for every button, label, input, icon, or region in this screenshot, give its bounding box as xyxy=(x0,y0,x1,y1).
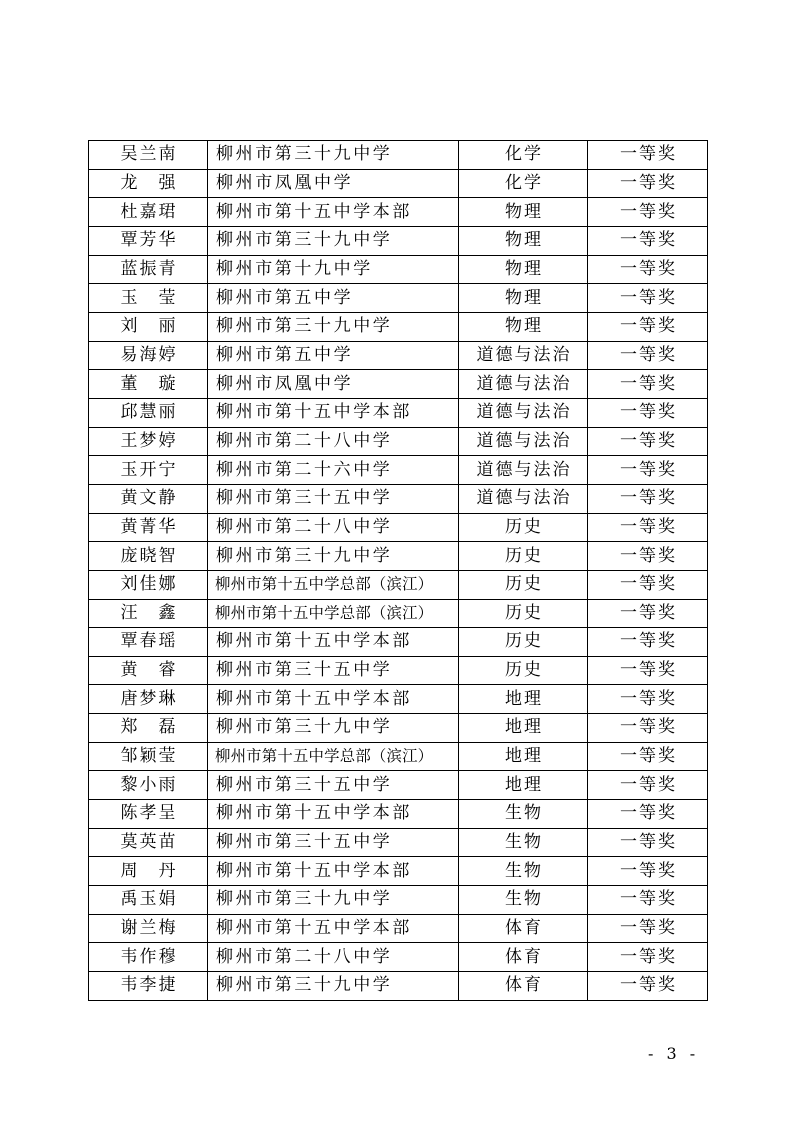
table-row xyxy=(89,542,708,571)
award-cell: 一等奖 xyxy=(588,427,708,456)
table-row xyxy=(89,456,708,485)
school-cell: 柳州市第十五中学总部（滨江） xyxy=(208,742,459,771)
subject-cell: 历史 xyxy=(459,513,588,542)
table-row xyxy=(89,370,708,399)
name-cell: 邹颖莹 xyxy=(89,742,208,771)
school-cell: 柳州市第二十八中学 xyxy=(208,943,459,972)
award-cell: 一等奖 xyxy=(588,599,708,628)
award-cell: 一等奖 xyxy=(588,656,708,685)
subject-cell: 生物 xyxy=(459,886,588,915)
name-cell: 覃芳华 xyxy=(89,226,208,255)
table-row xyxy=(89,513,708,542)
subject-cell: 生物 xyxy=(459,857,588,886)
table-row xyxy=(89,599,708,628)
school-cell: 柳州市第三十五中学 xyxy=(208,656,459,685)
school-cell: 柳州市凤凰中学 xyxy=(208,169,459,198)
table-row xyxy=(89,943,708,972)
subject-cell: 物理 xyxy=(459,284,588,313)
award-cell: 一等奖 xyxy=(588,742,708,771)
subject-cell: 历史 xyxy=(459,628,588,657)
table-row xyxy=(89,312,708,341)
award-cell: 一等奖 xyxy=(588,685,708,714)
name-cell: 唐梦琳 xyxy=(89,685,208,714)
subject-cell: 物理 xyxy=(459,312,588,341)
award-table xyxy=(88,140,708,1001)
subject-cell: 体育 xyxy=(459,914,588,943)
table-row xyxy=(89,800,708,829)
table-row xyxy=(89,255,708,284)
school-cell: 柳州市第三十九中学 xyxy=(208,542,459,571)
table-row xyxy=(89,972,708,1001)
table-row xyxy=(89,484,708,513)
name-cell: 杜嘉珺 xyxy=(89,198,208,227)
subject-cell: 物理 xyxy=(459,226,588,255)
school-cell: 柳州市第二十六中学 xyxy=(208,456,459,485)
page-number: - 3 - xyxy=(648,1044,700,1063)
table-row xyxy=(89,714,708,743)
school-cell: 柳州市第三十九中学 xyxy=(208,226,459,255)
name-cell: 覃春瑶 xyxy=(89,628,208,657)
subject-cell: 体育 xyxy=(459,972,588,1001)
school-cell: 柳州市第五中学 xyxy=(208,341,459,370)
award-cell: 一等奖 xyxy=(588,341,708,370)
table-row xyxy=(89,914,708,943)
subject-cell: 道德与法治 xyxy=(459,398,588,427)
table-row xyxy=(89,284,708,313)
school-cell: 柳州市第二十八中学 xyxy=(208,513,459,542)
table-row xyxy=(89,141,708,170)
award-cell: 一等奖 xyxy=(588,169,708,198)
table-row xyxy=(89,198,708,227)
subject-cell: 物理 xyxy=(459,255,588,284)
name-cell: 谢兰梅 xyxy=(89,914,208,943)
award-cell: 一等奖 xyxy=(588,714,708,743)
award-cell: 一等奖 xyxy=(588,972,708,1001)
award-cell: 一等奖 xyxy=(588,828,708,857)
name-cell: 汪 鑫 xyxy=(89,599,208,628)
table-row xyxy=(89,685,708,714)
award-cell: 一等奖 xyxy=(588,570,708,599)
subject-cell: 地理 xyxy=(459,714,588,743)
school-cell: 柳州市第三十九中学 xyxy=(208,886,459,915)
school-cell: 柳州市第三十五中学 xyxy=(208,828,459,857)
subject-cell: 道德与法治 xyxy=(459,456,588,485)
table-row xyxy=(89,628,708,657)
subject-cell: 道德与法治 xyxy=(459,427,588,456)
name-cell: 玉开宁 xyxy=(89,456,208,485)
school-cell: 柳州市第三十五中学 xyxy=(208,484,459,513)
award-cell: 一等奖 xyxy=(588,857,708,886)
subject-cell: 地理 xyxy=(459,742,588,771)
name-cell: 韦李捷 xyxy=(89,972,208,1001)
subject-cell: 道德与法治 xyxy=(459,370,588,399)
name-cell: 刘佳娜 xyxy=(89,570,208,599)
subject-cell: 生物 xyxy=(459,828,588,857)
name-cell: 刘 丽 xyxy=(89,312,208,341)
subject-cell: 历史 xyxy=(459,656,588,685)
name-cell: 易海婷 xyxy=(89,341,208,370)
school-cell: 柳州市第十五中学本部 xyxy=(208,685,459,714)
award-cell: 一等奖 xyxy=(588,312,708,341)
subject-cell: 历史 xyxy=(459,542,588,571)
award-cell: 一等奖 xyxy=(588,456,708,485)
award-cell: 一等奖 xyxy=(588,398,708,427)
name-cell: 周 丹 xyxy=(89,857,208,886)
award-cell: 一等奖 xyxy=(588,943,708,972)
name-cell: 蓝振青 xyxy=(89,255,208,284)
award-cell: 一等奖 xyxy=(588,484,708,513)
award-cell: 一等奖 xyxy=(588,255,708,284)
award-cell: 一等奖 xyxy=(588,771,708,800)
award-cell: 一等奖 xyxy=(588,141,708,170)
subject-cell: 地理 xyxy=(459,771,588,800)
school-cell: 柳州市第二十八中学 xyxy=(208,427,459,456)
subject-cell: 体育 xyxy=(459,943,588,972)
subject-cell: 化学 xyxy=(459,169,588,198)
award-cell: 一等奖 xyxy=(588,370,708,399)
subject-cell: 物理 xyxy=(459,198,588,227)
award-cell: 一等奖 xyxy=(588,542,708,571)
name-cell: 陈孝呈 xyxy=(89,800,208,829)
award-cell: 一等奖 xyxy=(588,226,708,255)
school-cell: 柳州市第三十九中学 xyxy=(208,312,459,341)
subject-cell: 生物 xyxy=(459,800,588,829)
subject-cell: 道德与法治 xyxy=(459,484,588,513)
name-cell: 韦作穆 xyxy=(89,943,208,972)
name-cell: 莫英苗 xyxy=(89,828,208,857)
school-cell: 柳州市第十五中学总部（滨江） xyxy=(208,599,459,628)
name-cell: 玉 莹 xyxy=(89,284,208,313)
name-cell: 庞晓智 xyxy=(89,542,208,571)
name-cell: 郑 磊 xyxy=(89,714,208,743)
subject-cell: 道德与法治 xyxy=(459,341,588,370)
school-cell: 柳州市凤凰中学 xyxy=(208,370,459,399)
table-row xyxy=(89,570,708,599)
school-cell: 柳州市第十五中学本部 xyxy=(208,800,459,829)
name-cell: 黄文静 xyxy=(89,484,208,513)
table-row xyxy=(89,886,708,915)
school-cell: 柳州市第十五中学本部 xyxy=(208,398,459,427)
school-cell: 柳州市第三十九中学 xyxy=(208,972,459,1001)
table-row xyxy=(89,341,708,370)
subject-cell: 化学 xyxy=(459,141,588,170)
school-cell: 柳州市第十五中学本部 xyxy=(208,628,459,657)
school-cell: 柳州市第十五中学总部（滨江） xyxy=(208,570,459,599)
table-row xyxy=(89,771,708,800)
subject-cell: 历史 xyxy=(459,570,588,599)
name-cell: 邱慧丽 xyxy=(89,398,208,427)
school-cell: 柳州市第三十九中学 xyxy=(208,714,459,743)
name-cell: 黄 睿 xyxy=(89,656,208,685)
school-cell: 柳州市第三十五中学 xyxy=(208,771,459,800)
name-cell: 黎小雨 xyxy=(89,771,208,800)
award-cell: 一等奖 xyxy=(588,513,708,542)
subject-cell: 地理 xyxy=(459,685,588,714)
name-cell: 禹玉娟 xyxy=(89,886,208,915)
name-cell: 龙 强 xyxy=(89,169,208,198)
table-row xyxy=(89,427,708,456)
table-row xyxy=(89,656,708,685)
table-row xyxy=(89,226,708,255)
award-cell: 一等奖 xyxy=(588,198,708,227)
name-cell: 王梦婷 xyxy=(89,427,208,456)
school-cell: 柳州市第十五中学本部 xyxy=(208,857,459,886)
school-cell: 柳州市第三十九中学 xyxy=(208,141,459,170)
award-table-body xyxy=(89,141,708,1001)
award-cell: 一等奖 xyxy=(588,800,708,829)
name-cell: 吴兰南 xyxy=(89,141,208,170)
subject-cell: 历史 xyxy=(459,599,588,628)
award-cell: 一等奖 xyxy=(588,886,708,915)
table-row xyxy=(89,828,708,857)
school-cell: 柳州市第十五中学本部 xyxy=(208,914,459,943)
award-cell: 一等奖 xyxy=(588,284,708,313)
school-cell: 柳州市第十九中学 xyxy=(208,255,459,284)
school-cell: 柳州市第五中学 xyxy=(208,284,459,313)
table-row xyxy=(89,169,708,198)
table-row xyxy=(89,857,708,886)
table-row xyxy=(89,742,708,771)
school-cell: 柳州市第十五中学本部 xyxy=(208,198,459,227)
table-row xyxy=(89,398,708,427)
name-cell: 董 璇 xyxy=(89,370,208,399)
award-cell: 一等奖 xyxy=(588,914,708,943)
name-cell: 黄菁华 xyxy=(89,513,208,542)
award-cell: 一等奖 xyxy=(588,628,708,657)
